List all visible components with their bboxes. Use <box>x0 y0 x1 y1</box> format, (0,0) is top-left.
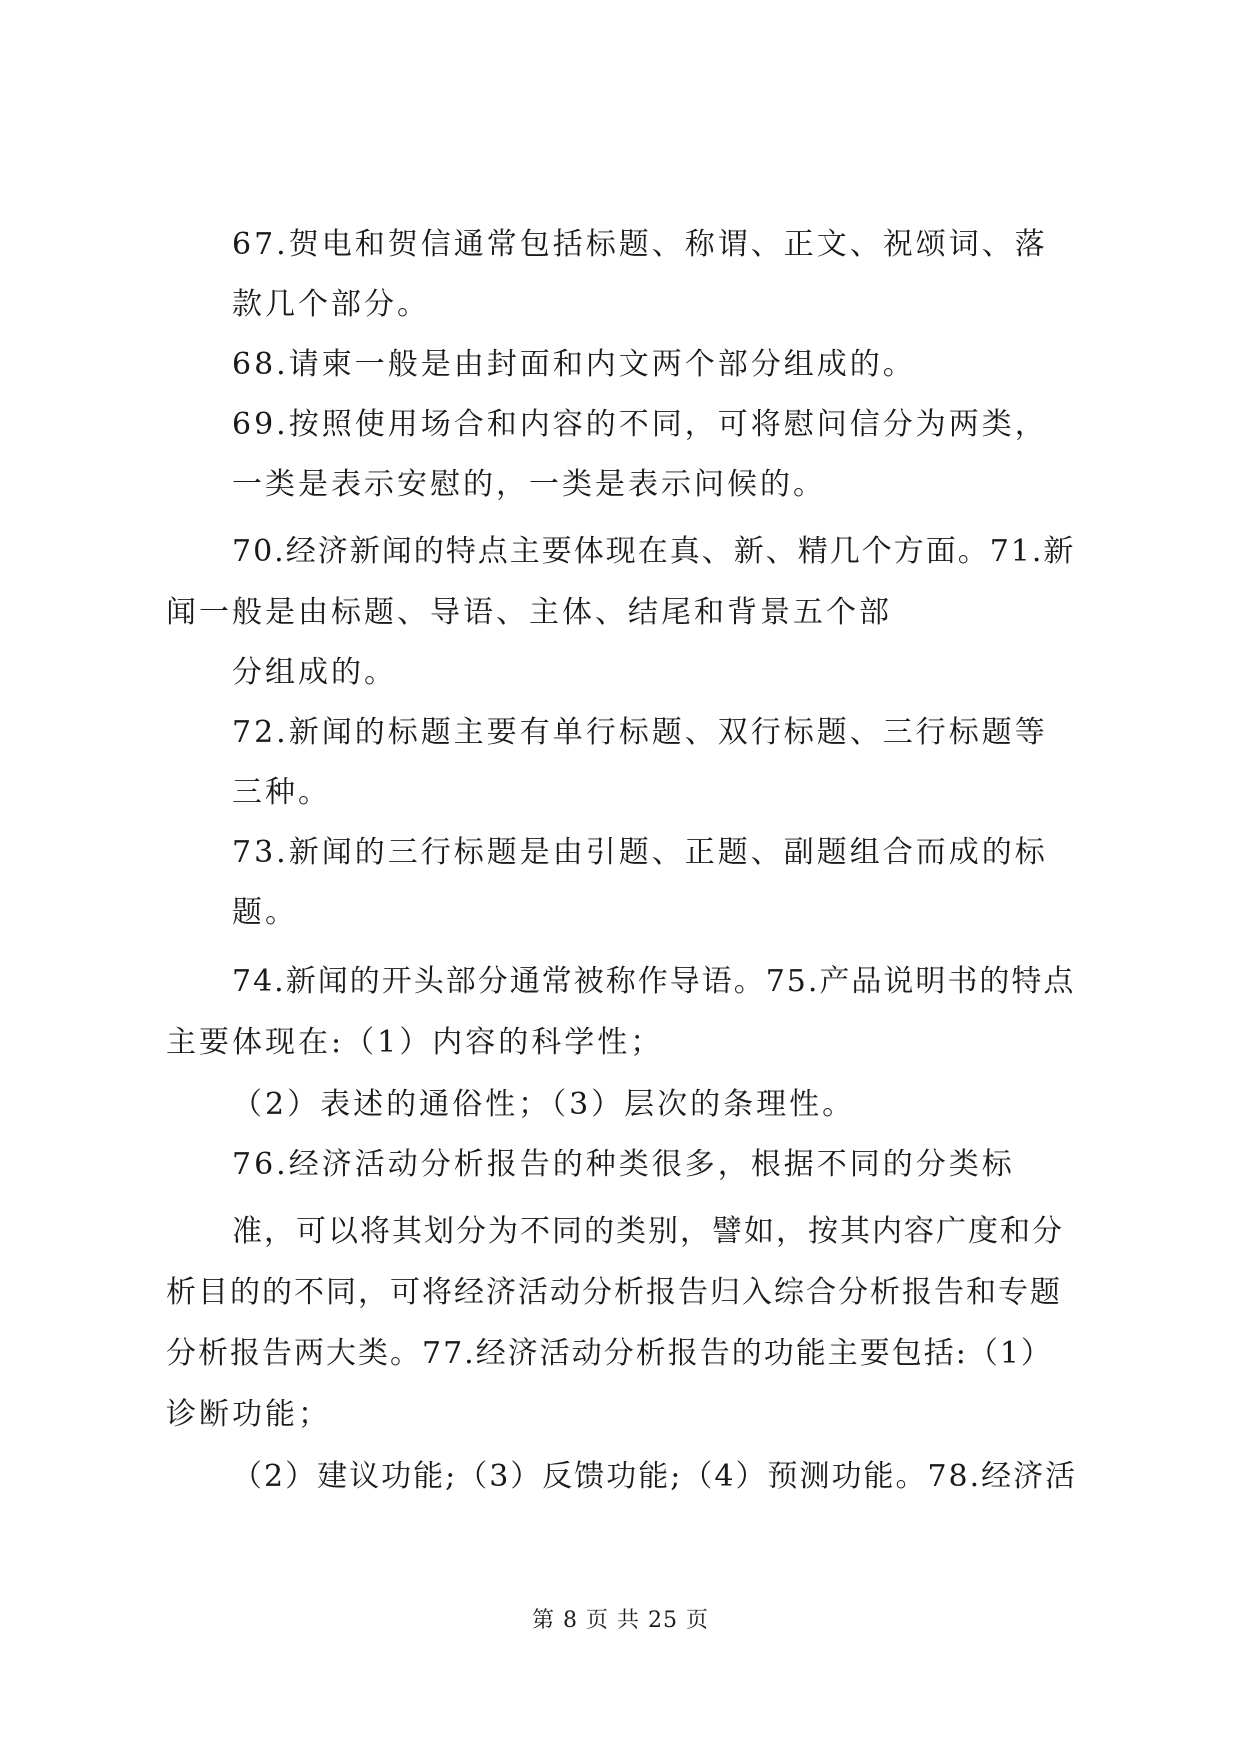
text-line-72-cont: 三种。 <box>232 775 331 810</box>
text-line-68: 68.请柬一般是由封面和内文两个部分组成的。 <box>232 347 916 382</box>
text-line-76-cont: 准，可以将其划分为不同的类别，譬如，按其内容广度和分 <box>232 1214 1064 1249</box>
text-line-67: 67.贺电和贺信通常包括标题、称谓、正文、祝颂词、落 <box>232 227 1048 262</box>
text-line-75-end: （2）表述的通俗性；（3）层次的条理性。 <box>232 1087 856 1122</box>
text-line-74: 74.新闻的开头部分通常被称作导语。75.产品说明书的特点 <box>232 964 1076 999</box>
text-line-71-cont: 闻一般是由标题、导语、主体、结尾和背景五个部 <box>166 595 892 630</box>
page-footer: 第 8 页 共 25 页 <box>532 1608 709 1633</box>
text-line-76-cont2: 析目的的不同，可将经济活动分析报告归入综合分析报告和专题 <box>166 1275 1062 1310</box>
text-line-77-end: （2）建议功能;（3）反馈功能;（4）预测功能。78.经济活 <box>232 1459 1078 1494</box>
text-line-73: 73.新闻的三行标题是由引题、正题、副题组合而成的标 <box>232 835 1048 870</box>
text-line-76: 76.经济活动分析报告的种类很多，根据不同的分类标 <box>232 1147 1015 1182</box>
text-line-72: 72.新闻的标题主要有单行标题、双行标题、三行标题等 <box>232 715 1048 750</box>
text-line-75-cont: 主要体现在:（1）内容的科学性； <box>166 1025 664 1060</box>
text-line-69-cont: 一类是表示安慰的，一类是表示问候的。 <box>232 467 826 502</box>
text-line-69: 69.按照使用场合和内容的不同，可将慰问信分为两类， <box>232 407 1048 442</box>
text-line-67-cont: 款几个部分。 <box>232 287 430 322</box>
text-line-70: 70.经济新闻的特点主要体现在真、新、精几个方面。71.新 <box>232 534 1076 569</box>
text-line-71-end: 分组成的。 <box>232 655 397 690</box>
text-line-73-cont: 题。 <box>232 895 298 930</box>
text-line-77: 分析报告两大类。77.经济活动分析报告的功能主要包括:（1） <box>166 1336 1053 1371</box>
text-line-77-cont: 诊断功能； <box>166 1397 331 1432</box>
